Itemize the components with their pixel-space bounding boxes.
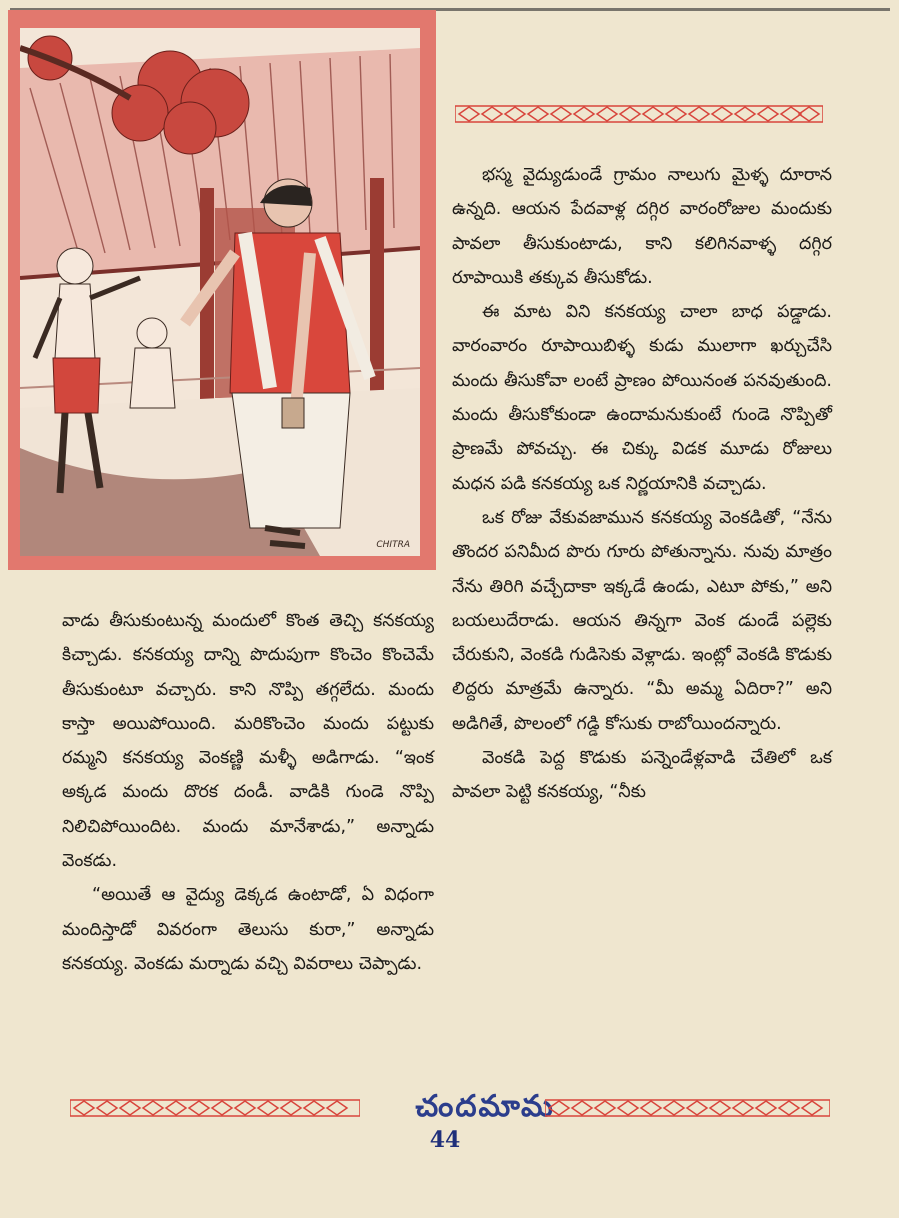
paragraph: “అయితే ఆ వైద్యు డెక్కడ ఉంటాడో, ఏ విధంగా మందిస్తాడో వివరంగా తెలుసు కురా,” అన్నాడు కనకయ్య. వెంకడు మర్నాడు వచ్చి వివరాలు చెప్పాడు. [62,885,434,974]
right-text-column [452,158,832,810]
illustration-artwork [20,28,420,556]
footer-ornament-left [70,1097,360,1119]
page-number: 44 [429,1127,461,1153]
illustration-frame [8,10,436,570]
paragraph: ఈ మాట విని కనకయ్య చాలా బాధ పడ్డాడు. వారంవారం రూపాయిబిళ్ళ కుడు ములాగా ఖర్చుచేసి మందు తీసుకోవా లంటే ప్రాణం పోయినంత పనవుతుంది. మందు తీసుకోకుండా ఉందామనుకుంటే గుండె నొప్పితో ప్రాణమే పోవచ్చు. ఈ చిక్కు విడక మూడు రోజులు మధన పడి కనకయ్య ఒక నిర్ణయానికి వచ్చాడు. [452,302,832,494]
story-illustration [20,28,420,556]
top-ornament-border [455,103,823,125]
paragraph: భస్మ వైద్యుడుండే గ్రామం నాలుగు మైళ్ళ దూరాన ఉన్నది. ఆయన పేదవాళ్ల దగ్గిర వారంరోజుల మందుకు పావలా తీసుకుంటాడు, కాని కలిగినవాళ్ళ దగ్గిర రూపాయికి తక్కువ తీసుకోడు. [452,165,832,288]
paragraph: వెంకడి పెద్ద కొడుకు పన్నెండేళ్లవాడి చేతిలో ఒక పావలా పెట్టి కనకయ్య, “నీకు [452,748,832,803]
footer-ornament-right [545,1097,830,1119]
magazine-title: చందమామ [415,1089,555,1124]
left-text-column [62,604,434,981]
paragraph: ఒక రోజు వేకువజామున కనకయ్య వెంకడితో, “నేను తొందర పనిమీద పొరు గూరు పోతున్నాను. నువు మాత్రం నేను తిరిగి వచ్చేదాకా ఇక్కడే ఉండు, ఎటూ పోకు,” అని బయలుదేరాడు. ఆయన తిన్నగా వెంక డుండే పల్లెకు చేరుకుని, వెంకడి గుడిసెకు వెళ్లాడు. ఇంట్లో వెంకడి కొడుకు లిద్దరు మాత్రమే ఉన్నారు. “మీ అమ్మ ఏదిరా?” అని అడిగితే, పొలంలో గడ్డి కోసుకు రాబోయిందన్నారు. [452,507,832,734]
page-footer [50,1085,840,1155]
paragraph: వాడు తీసుకుంటున్న మందులో కొంత తెచ్చి కనకయ్య కిచ్చాడు. కనకయ్య దాన్ని పొదుపుగా కొంచెం కొంచెమే తీసుకుంటూ వచ్చారు. కాని నొప్పి తగ్గలేదు. మందు కాస్తా అయిపోయింది. మరికొంచెం మందు పట్టుకు రమ్మని కనకయ్య వెంకణ్ణి మళ్ళీ అడిగాడు. “ఇంక అక్కడ మందు దొరక దండీ. వాడికి గుండె నొప్పి నిలిచిపోయిందిట. మందు మానేశాడు,” అన్నాడు వెంకడు. [62,611,434,872]
illustrator-signature: CHITRA [376,540,410,550]
